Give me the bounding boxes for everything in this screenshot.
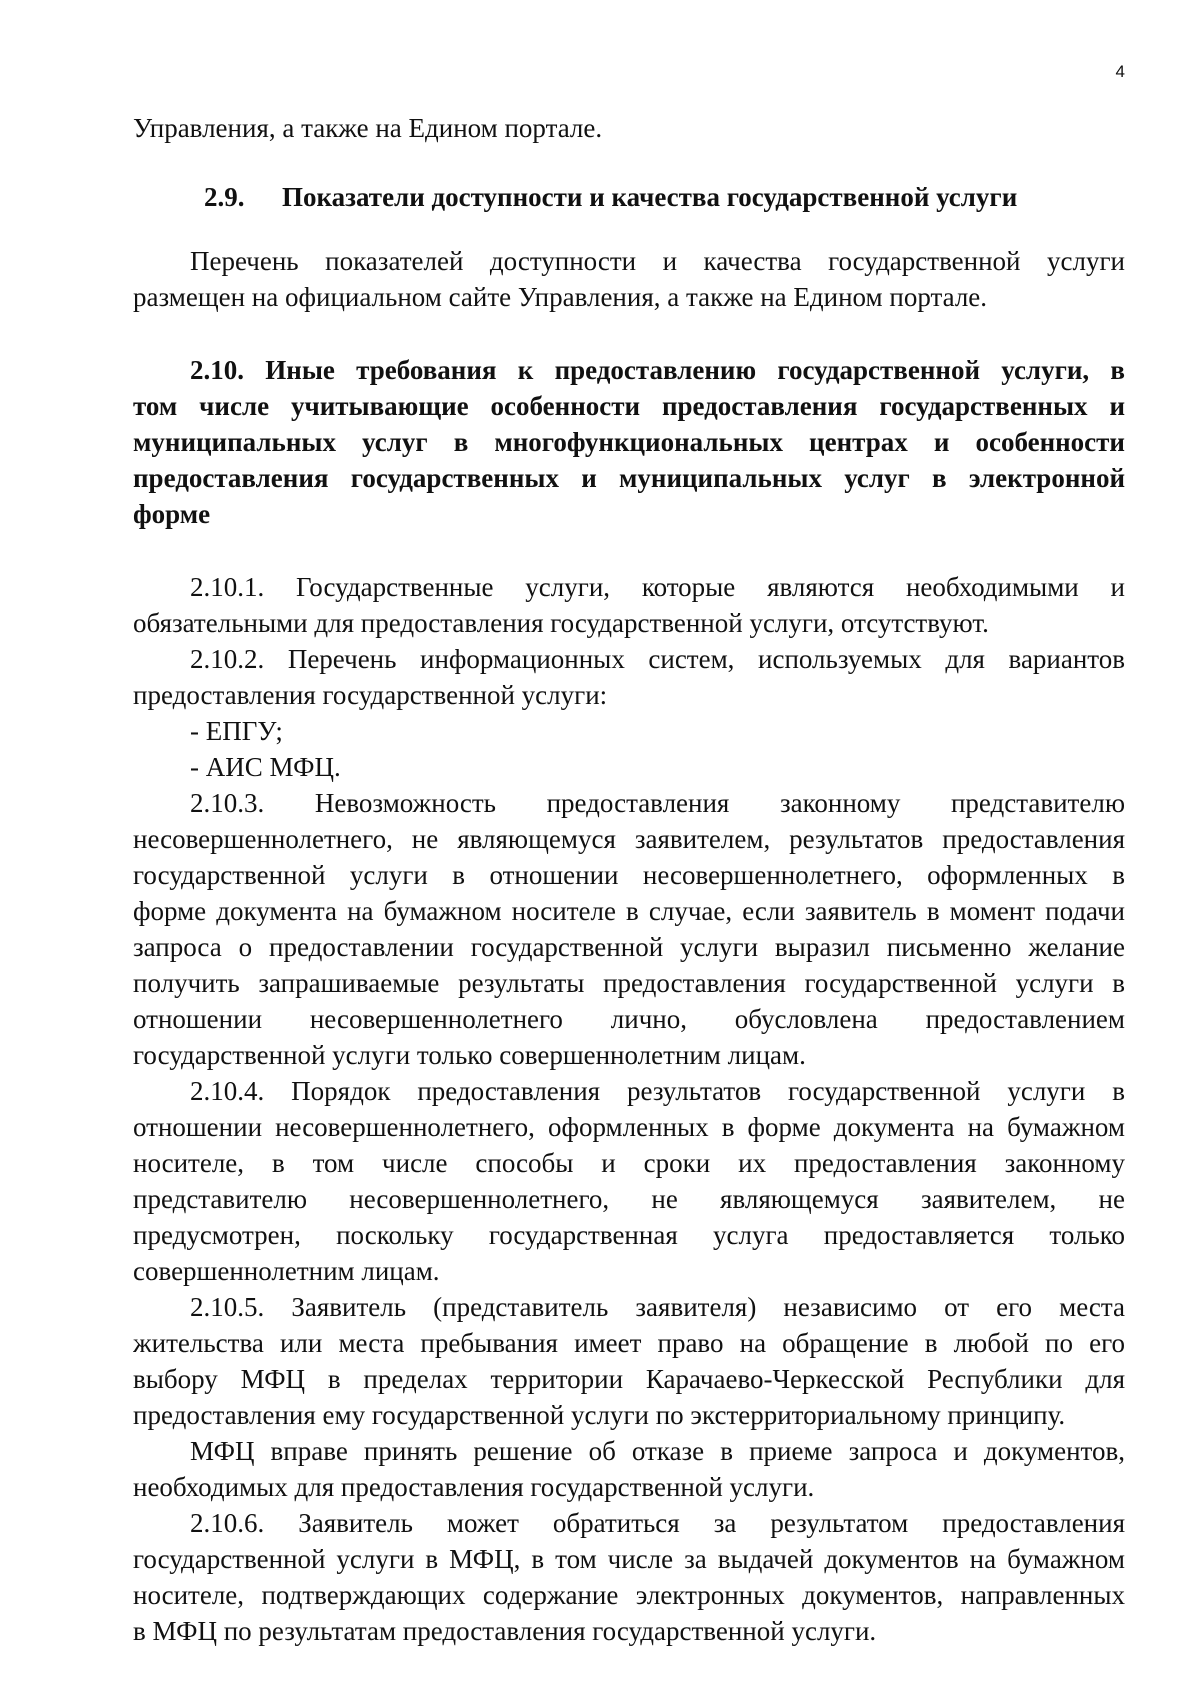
paragraph-line: МФЦ вправе принять решение об отказе в приеме запроса и документов, <box>190 1436 1125 1466</box>
paragraph-2-10-2 <box>133 641 1125 713</box>
paragraph-line: государственной услуги в отношении несовершеннолетнего, оформленных в <box>133 860 1125 890</box>
paragraph-line: Перечень показателей доступности и качества государственной услуги <box>190 246 1125 276</box>
paragraph-line: предусмотрен, поскольку государственная услуга предоставляется только <box>133 1220 1125 1250</box>
paragraph-line: носителе, подтверждающих содержание электронных документов, направленных <box>133 1580 1125 1610</box>
list-item: - АИС МФЦ. <box>190 752 341 782</box>
paragraph-line: 2.10.1. Государственные услуги, которые являются необходимыми и <box>190 572 1125 602</box>
paragraph-line: предоставления государственной услуги: <box>133 680 608 710</box>
paragraph-2-10-5 <box>133 1289 1125 1433</box>
paragraph-line: совершеннолетним лицам. <box>133 1256 440 1286</box>
paragraph-line: получить запрашиваемые результаты предоставления государственной услуги в <box>133 968 1125 998</box>
page-number: 4 <box>1115 62 1125 81</box>
paragraph-2-10-6 <box>133 1505 1125 1649</box>
paragraph-line: несовершеннолетнего, не являющемуся заявителем, результатов предоставления <box>133 824 1125 854</box>
section-2-9-number: 2.9. <box>204 182 245 212</box>
paragraph-2-10-1 <box>133 569 1125 641</box>
heading-line: 2.10. Иные требования к предоставлению государственной услуги, в <box>190 355 1125 385</box>
heading-line: предоставления государственных и муниципальных услуг в электронной <box>133 463 1125 493</box>
paragraph-line: государственной услуги только совершеннолетним лицам. <box>133 1040 806 1070</box>
intro-line: Управления, а также на Едином портале. <box>133 113 603 143</box>
list-item: - ЕПГУ; <box>190 716 283 746</box>
paragraph-line: отношении несовершеннолетнего, оформленных в форме документа на бумажном <box>133 1112 1125 1142</box>
paragraph-line: 2.10.4. Порядок предоставления результатов государственной услуги в <box>190 1076 1125 1106</box>
section-2-9-title: Показатели доступности и качества государственной услуги <box>282 182 1018 212</box>
paragraph-line: носителе, в том числе способы и сроки их предоставления законному <box>133 1148 1125 1178</box>
paragraph-line: представителю несовершеннолетнего, не являющемуся заявителем, не <box>133 1184 1125 1214</box>
paragraph-line: 2.10.5. Заявитель (представитель заявителя) независимо от его места <box>190 1292 1125 1322</box>
heading-line: том числе учитывающие особенности предоставления государственных и <box>133 391 1125 421</box>
document-body <box>133 110 1125 1649</box>
paragraph-line: 2.10.2. Перечень информационных систем, используемых для вариантов <box>190 644 1125 674</box>
paragraph-line: государственной услуги в МФЦ, в том числе за выдачей документов на бумажном <box>133 1544 1125 1574</box>
section-2-9-paragraph <box>133 243 1125 315</box>
paragraph-mfc-refusal <box>133 1433 1125 1505</box>
paragraph-line: в МФЦ по результатам предоставления государственной услуги. <box>133 1616 877 1646</box>
heading-line: форме <box>133 499 211 529</box>
paragraph-line: 2.10.6. Заявитель может обратиться за результатом предоставления <box>190 1508 1125 1538</box>
paragraph-line: размещен на официальном сайте Управления, а также на Едином портале. <box>133 282 988 312</box>
heading-line: муниципальных услуг в многофункциональных центрах и особенности <box>133 427 1125 457</box>
paragraph-line: жительства или места пребывания имеет право на обращение в любой по его <box>133 1328 1125 1358</box>
paragraph-line: предоставления ему государственной услуги по экстерриториальному принципу. <box>133 1400 1066 1430</box>
paragraph-line: необходимых для предоставления государственной услуги. <box>133 1472 815 1502</box>
information-systems-list <box>133 713 1125 785</box>
paragraph-line: форме документа на бумажном носителе в случае, если заявитель в момент подачи <box>133 896 1125 926</box>
paragraph-line: отношении несовершеннолетнего лично, обусловлена предоставлением <box>133 1004 1125 1034</box>
paragraph-line: запроса о предоставлении государственной услуги выразил письменно желание <box>133 932 1125 962</box>
section-2-10-heading <box>133 352 1125 532</box>
paragraph-line: 2.10.3. Невозможность предоставления законному представителю <box>190 788 1125 818</box>
paragraph-line: обязательными для предоставления государственной услуги, отсутствуют. <box>133 608 989 638</box>
paragraph-2-10-3 <box>133 785 1125 1073</box>
paragraph-line: выбору МФЦ в пределах территории Карачаево-Черкесской Республики для <box>133 1364 1125 1394</box>
section-2-9-heading <box>133 179 1125 215</box>
paragraph-2-10-4 <box>133 1073 1125 1289</box>
